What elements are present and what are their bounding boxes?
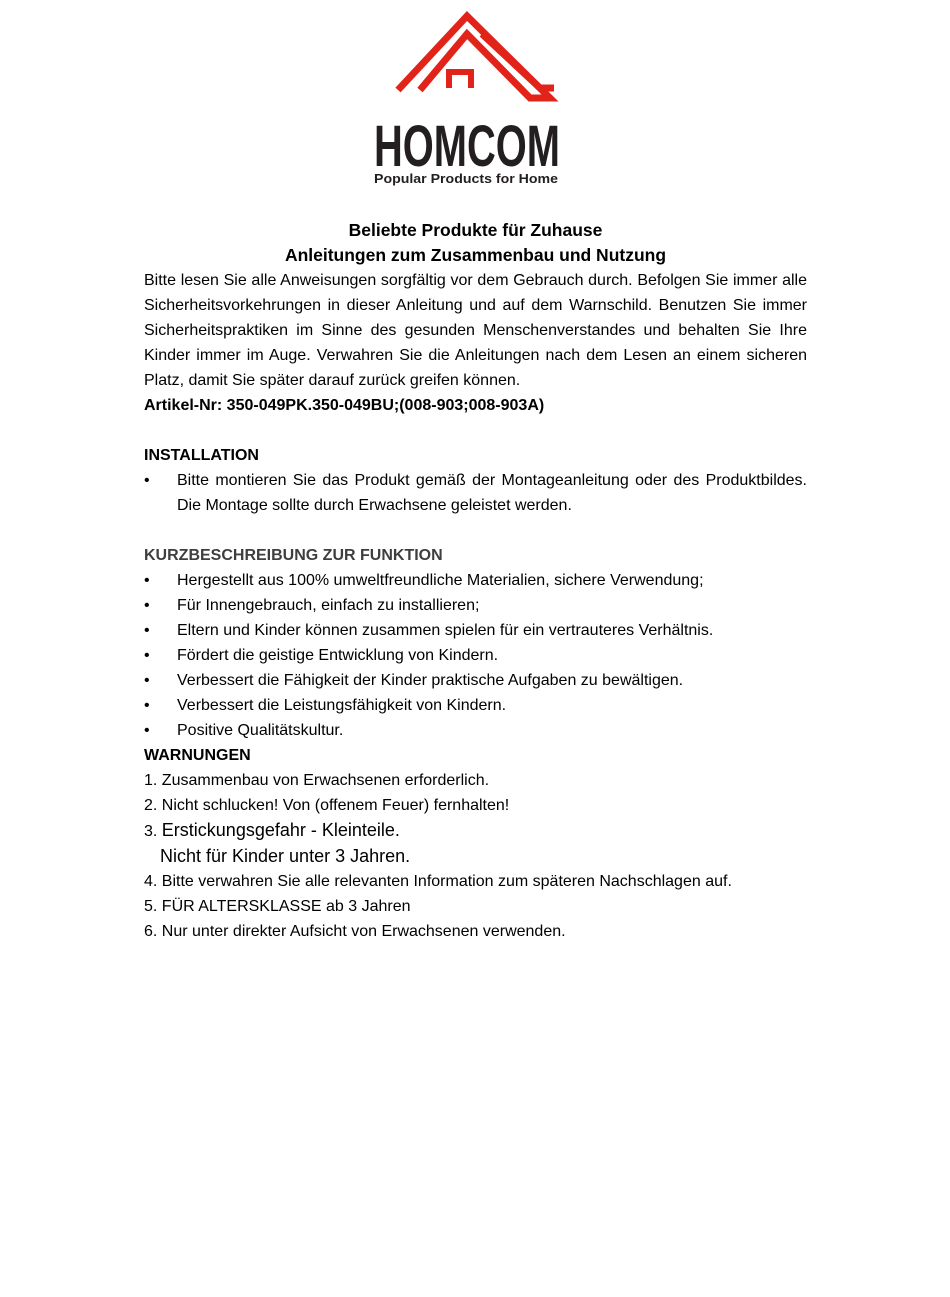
list-item xyxy=(144,643,807,668)
bullet-icon: • xyxy=(144,622,150,639)
bullet-icon: • xyxy=(144,672,150,689)
list-item xyxy=(144,668,807,693)
warnings-heading: WARNUNGEN xyxy=(144,747,251,764)
warning-age-text: Nicht für Kinder unter 3 Jahren. xyxy=(160,846,411,866)
article-number: Artikel-Nr: 350-049PK.350-049BU;(008-903;008-903A) xyxy=(144,397,545,414)
spacer xyxy=(144,418,807,443)
list-item xyxy=(144,468,807,518)
list-item xyxy=(144,568,807,593)
list-item-text: Fördert die geistige Entwicklung von Kindern. xyxy=(177,647,499,664)
bullet-icon: • xyxy=(144,697,150,714)
door-icon xyxy=(449,72,471,88)
bullet-icon: • xyxy=(144,647,150,664)
warning-item: 4. Bitte verwahren Sie alle relevanten Information zum späteren Nachschlagen auf. xyxy=(144,873,732,890)
list-item-text: Positive Qualitätskultur. xyxy=(177,722,344,739)
list-item-text: Für Innengebrauch, einfach zu installieren; xyxy=(177,597,480,614)
list-item xyxy=(144,618,807,643)
function-list xyxy=(144,568,807,743)
homcom-logo xyxy=(360,8,590,188)
document-title-line2: Anleitungen zum Zusammenbau und Nutzung xyxy=(284,245,667,265)
list-item-text: Hergestellt aus 100% umweltfreundliche Materialien, sichere Verwendung; xyxy=(177,572,704,589)
spacer xyxy=(144,518,807,543)
warning-item: 6. Nur unter direkter Aufsicht von Erwachsenen verwenden. xyxy=(144,923,566,940)
warning-item: 5. FÜR ALTERSKLASSE ab 3 Jahren xyxy=(144,898,411,915)
warning-item: 1. Zusammenbau von Erwachsenen erforderlich. xyxy=(144,772,490,789)
bullet-icon: • xyxy=(144,572,150,589)
function-heading: KURZBESCHREIBUNG ZUR FUNKTION xyxy=(144,547,443,564)
warning-item xyxy=(144,818,807,844)
list-item xyxy=(144,593,807,618)
list-item-text: Bitte montieren Sie das Produkt gemäß der Montageanleitung oder des Produktbildes. Die Montage sollte durch Erwachsene geleistet werden. xyxy=(177,472,807,514)
bullet-icon: • xyxy=(144,597,150,614)
warning-item xyxy=(144,844,807,869)
installation-heading: INSTALLATION xyxy=(144,447,259,464)
list-item xyxy=(144,693,807,718)
warning-number: 3. xyxy=(144,823,162,840)
roof-icon xyxy=(398,16,554,98)
logo-brand-text: HOMCOM xyxy=(374,114,560,179)
warning-item: 2. Nicht schlucken! Von (offenem Feuer) fernhalten! xyxy=(144,797,510,814)
bullet-icon: • xyxy=(144,722,150,739)
document-body xyxy=(144,218,807,944)
list-item-text: Eltern und Kinder können zusammen spielen für ein vertrauteres Verhältnis. xyxy=(177,622,714,639)
document-title-line1: Beliebte Produkte für Zuhause xyxy=(348,220,603,240)
logo-tagline-text: Popular Products for Home xyxy=(374,172,559,186)
intro-paragraph: Bitte lesen Sie alle Anweisungen sorgfältig vor dem Gebrauch durch. Befolgen Sie immer alle Sicherheitsvorkehrungen in dieser Anleitung und auf dem Warnschild. Benutzen Sie immer Sicherheitspraktiken im Sinne des gesunden Menschenverstandes und behalten Sie Ihre Kinder immer im Auge. Verwahren Sie die Anleitungen nach dem Lesen an einem sicheren Platz, damit Sie später darauf zurück greifen können. xyxy=(144,272,807,389)
list-item-text: Verbessert die Fähigkeit der Kinder praktische Aufgaben zu bewältigen. xyxy=(177,672,684,689)
list-item xyxy=(144,718,807,743)
homcom-logo-graphic xyxy=(360,8,590,188)
installation-list xyxy=(144,468,807,518)
list-item-text: Verbessert die Leistungsfähigkeit von Kindern. xyxy=(177,697,507,714)
bullet-icon: • xyxy=(144,472,150,489)
warning-choking-text: Erstickungsgefahr - Kleinteile. xyxy=(161,820,400,840)
